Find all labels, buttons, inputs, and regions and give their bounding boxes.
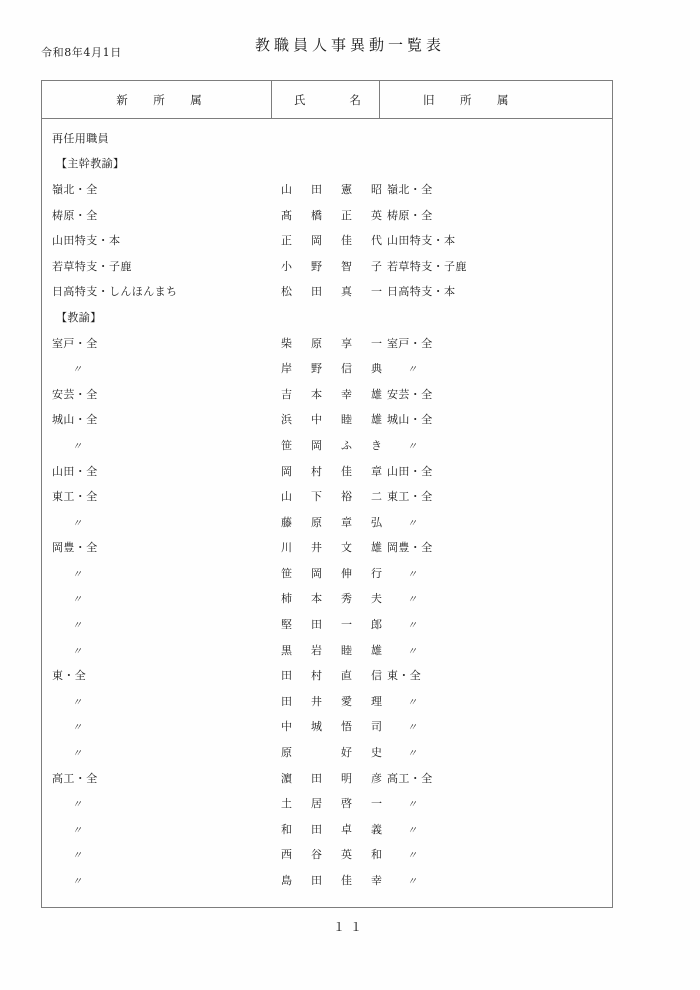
cell-name: 岡 村 佳 章 [281,464,386,478]
table-row [42,662,612,688]
cell-name: 柴 原 享 一 [281,336,386,350]
table-row [42,867,612,893]
section-heading-label: 【教諭】 [56,310,102,324]
cell-new-affiliation: 安芸・全 [52,387,98,401]
cell-old-affiliation: 日高特支・本 [387,285,456,299]
ditto-mark-new-affiliation: 〃 [72,697,82,709]
ditto-mark-old-affiliation: 〃 [407,646,417,658]
cell-old-affiliation: 東工・全 [387,490,433,504]
cell-new-affiliation: 室戸・全 [52,336,98,350]
ditto-mark-new-affiliation: 〃 [72,518,82,530]
cell-name: 髙 橋 正 英 [281,208,386,222]
ditto-mark-new-affiliation: 〃 [72,722,82,734]
cell-new-affiliation: 東工・全 [52,490,98,504]
table-section-heading [42,125,612,151]
cell-name: 中 城 悟 司 [281,720,386,734]
table-row [42,790,612,816]
document-title: 教職員人事異動一覧表 [254,36,445,54]
ditto-mark-old-affiliation: 〃 [407,364,417,376]
section-heading-label: 【主幹教諭】 [56,157,125,171]
section-heading-label: 再任用職員 [52,131,109,145]
table-row [42,176,612,202]
cell-name: 田 井 愛 理 [281,694,386,708]
cell-name: 笹 岡 ふ き [281,438,386,452]
ditto-mark-new-affiliation: 〃 [72,646,82,658]
cell-name: 川 井 文 雄 [281,541,386,555]
table-row [42,535,612,561]
table-row [42,253,612,279]
table-section-heading [42,304,612,330]
ditto-mark-old-affiliation: 〃 [407,594,417,606]
cell-new-affiliation: 日高特支・しんほんまち [52,285,178,299]
table-row [42,407,612,433]
cell-old-affiliation: 梼原・全 [387,208,433,222]
cell-name: 浜 中 睦 雄 [281,413,386,427]
table-row [42,765,612,791]
cell-name: 藤 原 章 弘 [281,515,386,529]
table-row [42,611,612,637]
cell-name: 松 田 真 一 [281,285,386,299]
ditto-mark-new-affiliation: 〃 [72,748,82,760]
table-row [42,586,612,612]
ditto-mark-new-affiliation: 〃 [72,799,82,811]
cell-name: 吉 本 幸 雄 [281,387,386,401]
cell-old-affiliation: 嶺北・全 [387,182,433,196]
ditto-mark-new-affiliation: 〃 [72,876,82,888]
table-row [42,432,612,458]
cell-new-affiliation: 山田・全 [52,464,98,478]
cell-name: 堅 田 一 郎 [281,618,386,632]
cell-old-affiliation: 安芸・全 [387,387,433,401]
ditto-mark-old-affiliation: 〃 [407,722,417,734]
ditto-mark-old-affiliation: 〃 [407,799,417,811]
page-number: １１ [332,920,367,934]
ditto-mark-old-affiliation: 〃 [407,697,417,709]
cell-old-affiliation: 室戸・全 [387,336,433,350]
ditto-mark-new-affiliation: 〃 [72,441,82,453]
table-body [42,119,612,893]
cell-name: 田 村 直 信 [281,669,386,683]
table-section-heading [42,151,612,177]
ditto-mark-new-affiliation: 〃 [72,825,82,837]
cell-new-affiliation: 東・全 [52,669,87,683]
cell-new-affiliation: 梼原・全 [52,208,98,222]
ditto-mark-old-affiliation: 〃 [407,850,417,862]
cell-old-affiliation: 城山・全 [387,413,433,427]
cell-new-affiliation: 山田特支・本 [52,234,121,248]
ditto-mark-old-affiliation: 〃 [407,518,417,530]
table-row [42,279,612,305]
cell-name: 黒 岩 睦 雄 [281,643,386,657]
table-row [42,202,612,228]
cell-new-affiliation: 岡豊・全 [52,541,98,555]
personnel-transfer-table [41,80,613,908]
table-row [42,381,612,407]
table-row [42,739,612,765]
column-header-old-affiliation: 旧 所 属 [423,93,516,107]
cell-name: 山 田 憲 昭 [281,182,386,196]
cell-name: 岸 野 信 典 [281,362,386,376]
ditto-mark-old-affiliation: 〃 [407,620,417,632]
table-row [42,714,612,740]
ditto-mark-new-affiliation: 〃 [72,569,82,581]
ditto-mark-new-affiliation: 〃 [72,364,82,376]
cell-new-affiliation: 城山・全 [52,413,98,427]
cell-old-affiliation: 高工・全 [387,771,433,785]
cell-name: 濵 田 明 彦 [281,771,386,785]
cell-name: 笹 岡 伸 行 [281,566,386,580]
column-header-new-affiliation: 新 所 属 [116,93,209,107]
cell-name: 西 谷 英 和 [281,848,386,862]
cell-name: 和 田 卓 義 [281,822,386,836]
ditto-mark-old-affiliation: 〃 [407,569,417,581]
cell-name: 小 野 智 子 [281,259,386,273]
table-row [42,227,612,253]
cell-name: 原 好 史 [281,746,386,760]
cell-name: 島 田 佳 幸 [281,874,386,888]
cell-new-affiliation: 若草特支・子鹿 [52,259,132,273]
cell-name: 柿 本 秀 夫 [281,592,386,606]
table-row [42,816,612,842]
table-row [42,842,612,868]
table-row [42,637,612,663]
cell-name: 山 下 裕 二 [281,490,386,504]
cell-old-affiliation: 山田特支・本 [387,234,456,248]
cell-old-affiliation: 若草特支・子鹿 [387,259,467,273]
ditto-mark-new-affiliation: 〃 [72,594,82,606]
cell-old-affiliation: 東・全 [387,669,422,683]
table-header-row [42,81,612,119]
ditto-mark-old-affiliation: 〃 [407,441,417,453]
ditto-mark-new-affiliation: 〃 [72,620,82,632]
ditto-mark-old-affiliation: 〃 [407,876,417,888]
ditto-mark-old-affiliation: 〃 [407,748,417,760]
cell-new-affiliation: 高工・全 [52,771,98,785]
table-row [42,509,612,535]
table-row [42,560,612,586]
cell-name: 土 居 啓 一 [281,797,386,811]
table-row [42,483,612,509]
table-row [42,688,612,714]
table-row [42,330,612,356]
cell-old-affiliation: 山田・全 [387,464,433,478]
cell-name: 正 岡 佳 代 [281,234,386,248]
table-row [42,355,612,381]
document-date: 令和8年4月1日 [41,46,122,59]
ditto-mark-old-affiliation: 〃 [407,825,417,837]
column-header-name: 氏 名 [294,93,368,107]
cell-old-affiliation: 岡豊・全 [387,541,433,555]
cell-new-affiliation: 嶺北・全 [52,182,98,196]
ditto-mark-new-affiliation: 〃 [72,850,82,862]
table-row [42,458,612,484]
